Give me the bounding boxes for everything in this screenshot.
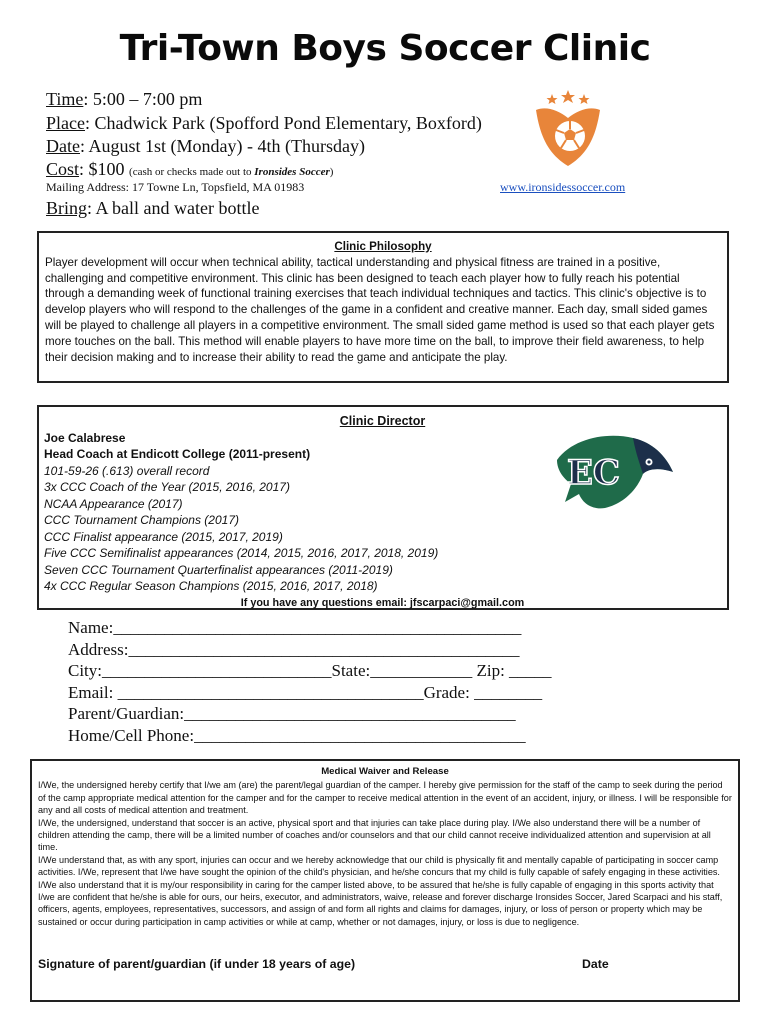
achievement-item: CCC Finalist appearance (2015, 2017, 2019): [44, 529, 283, 544]
mailing-address: Mailing Address: 17 Towne Ln, Topsfield, MA 01983: [46, 180, 305, 194]
achievement-item: NCAA Appearance (2017): [44, 496, 183, 511]
date-value: : August 1st (Monday) - 4th (Thursday): [79, 136, 365, 156]
bring-label: Bring: [46, 198, 88, 218]
bring-line: [46, 197, 259, 219]
achievement-item: 101-59-26 (.613) overall record: [44, 463, 210, 478]
cost-note-pre: (cash or checks made out to: [129, 166, 255, 178]
name-field[interactable]: Name:________________________________________________: [68, 618, 522, 637]
bring-value: : A ball and water bottle: [87, 198, 260, 218]
achievement-item: 4x CCC Regular Season Champions (2015, 2016, 2017, 2018): [44, 579, 378, 593]
time-label: Time: [46, 89, 84, 109]
waiver-paragraph: I/We, the undersigned, understand that soccer is an active, physical sport and that injuries can take place during play. I/We also understand there will be a number of children attending the camp, there will be a limited number of coaches and/or counselors and that our child cannot receive individualized attention and supervision at all time.: [38, 817, 711, 853]
waiver-heading: Medical Waiver and Release: [321, 766, 449, 777]
clinic-philosophy-box: [37, 231, 729, 383]
achievement-item: CCC Tournament Champions (2017): [44, 513, 239, 527]
philosophy-text: Player development will occur when technical ability, tactical understanding and physical fitness are trained in a positive, challenging and competitive environment. This clinic has been designed to teach each player how to fully reach his potential through a demanding week of functional training exercises that teach individual techniques and tactics. This clinic's objective is to develop players who will respond to the challenges of the game in a confident and creative manner. Each day, small sided games will be played to challenge all players in a competitive environment. The small sided game method is used so that each player gets more touches on the ball. This method will enable players to have more time on the ball, to improve their field awareness, to help their decision making and to increase their ability to read the game and anticipate the play.: [45, 255, 715, 364]
waiver-paragraph: I/We, the undersigned hereby certify that I/we am (are) the parent/legal guardian of the camper. I hereby give permission for the staff of the camp to seek during the period of the camp appropriate medical attention for the camper and for the camper to receive medical attention in the event of an accident, injury, or illness. I will be responsible for any and all costs of medical attention and treatment.: [38, 780, 732, 816]
website-link[interactable]: www.ironsidessoccer.com: [500, 180, 626, 194]
logo-lettering: EC: [567, 453, 620, 493]
signature-label: Signature of parent/guardian (if under 18 years of age): [38, 957, 356, 971]
cost-value: : $100: [79, 159, 130, 179]
parent-guardian-field[interactable]: Parent/Guardian:_______________________________________: [68, 704, 516, 723]
ironsides-soccer-logo: [526, 88, 610, 168]
time-line: [46, 88, 202, 110]
director-heading: Clinic Director: [339, 414, 426, 428]
contact-email: If you have any questions email: jfscarpaci@gmail.com: [240, 596, 525, 609]
cost-note-payee: Ironsides Soccer: [254, 166, 330, 178]
endicott-gull-logo: [553, 432, 675, 510]
phone-field[interactable]: Home/Cell Phone:_______________________________________: [68, 726, 526, 745]
address-field[interactable]: Address:______________________________________________: [68, 640, 520, 659]
cost-label: Cost: [46, 159, 80, 179]
director-position: Head Coach at Endicott College (2011-present): [44, 447, 311, 461]
cost-note-post: ): [329, 166, 334, 178]
achievement-item: Five CCC Semifinalist appearances (2014, 2015, 2016, 2017, 2018, 2019): [44, 546, 439, 560]
waiver-paragraph: I/We understand that, as with any sport, injuries can occur and we hereby acknowledge that our child is physically fit and mentally capable of participating in soccer camp activities. I/We, represent that I/we have sought the opinion of the child's physician, and he/she concurs that my child is fully capable of safely engaging in these activities. I/We also understand that it is my/our responsibility in caring for the camper listed above, to be assured that he/she is fully capable of engaging in this sports activity that I/we are confident that he/she is able for ours, our heirs, executor, and administrators, waive, release and forever discharge Ironsides Soccer, Jared Scarpaci and his staff, officers, agents, employees, representatives, successors, and assign of and form all rights and claims for damages, injury, or loss of person or property which may be sustained or occur during participation in camp activities or while at camp, whether or not damages, injury, or loss is due to negligence.: [38, 854, 723, 927]
email-grade-field[interactable]: Email: ____________________________________Grade: ________: [68, 683, 543, 702]
director-name: Joe Calabrese: [44, 430, 126, 445]
page-title: Tri-Town Boys Soccer Clinic: [119, 28, 651, 69]
date-label: Date: [582, 957, 609, 971]
place-line: [46, 112, 482, 134]
date-line: [46, 135, 365, 157]
place-label: Place: [46, 113, 85, 133]
achievement-item: Seven CCC Tournament Quarterfinalist appearances (2011-2019): [44, 562, 393, 577]
date-label: Date: [46, 136, 80, 156]
philosophy-heading: Clinic Philosophy: [334, 240, 432, 253]
achievement-item: 3x CCC Coach of the Year (2015, 2016, 2017): [44, 480, 290, 494]
time-value: : 5:00 – 7:00 pm: [83, 89, 203, 109]
city-state-zip-field[interactable]: City:___________________________State:____________ Zip: _____: [68, 661, 552, 680]
place-value: : Chadwick Park (Spofford Pond Elementary, Boxford): [84, 113, 482, 133]
